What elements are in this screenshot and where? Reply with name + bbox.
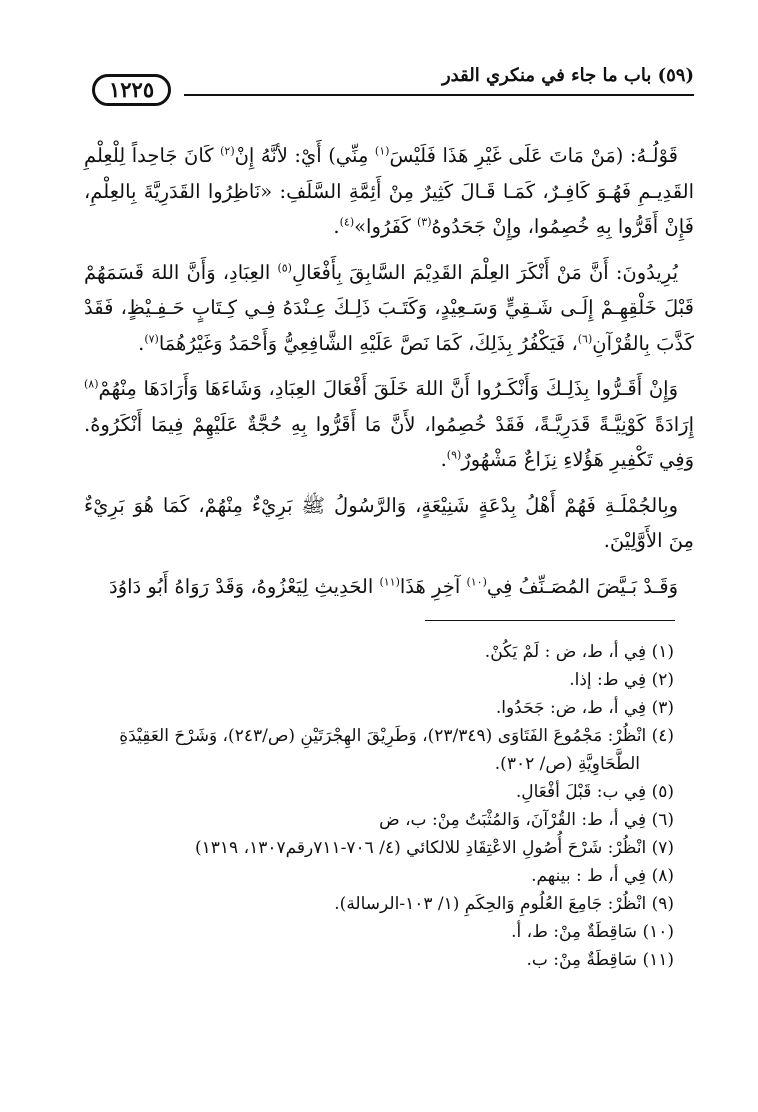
text-run: كَانَ جَاحِداً لِلْعِلْمِ القَدِيـمِ فَهُـوَ كَافِـرٌ، كَمَـا قَـالَ كَثِيرٌ مِنْ أَئِمَّةِ السَّلَفِ: «نَاظِرُوا القَدَرِيَّةَ بِالعِلْمِ، فَإِنْ أَقَرُّوا بِهِ خُصِمُوا، وإِنْ جَحَدُوهُ [84, 144, 694, 238]
text-run: العِبَادِ، وَأَنَّ اللهَ قَسَمَهُمْ قَبْلَ خَلْقِهِـمْ إِلَـى شَـقِيٍّ وَسَـعِيْدٍ، وَكَتَـبَ ذَلِـكَ عِـنْدَهُ فِـي كِـتَابٍ حَـفِـيْظٍ، فَقَدْ كَذَّبَ بِالقُرْآنِ [84, 260, 694, 355]
text-run: . [138, 331, 145, 355]
footnote-marker: (٦) [577, 332, 593, 345]
footnote-marker: (١١) [379, 575, 400, 588]
text-run: وَقَـدْ بَـيَّضَ المُصَـنِّفُ فِي [486, 574, 678, 598]
footnote-marker: (٣) [417, 215, 432, 229]
text-run: الحَدِيثِ لِيَعْزُوهُ، وَقَدْ رَوَاهُ أَبُو دَاوُدَ [109, 574, 380, 598]
text-run: قَوْلُـهُ: (مَنْ مَاتَ عَلَى غَيْرِ هَذَا فَلَيْسَ [389, 144, 678, 167]
footnote-marker: (٢) [220, 144, 235, 158]
header-rule [184, 94, 694, 96]
text-run: آخِرِ هَذَا [399, 574, 467, 598]
footnote-5: (٥) فِي ب: قَبْلَ أفْعَالِ. [515, 782, 674, 802]
text-run: إِرَادَةً كَوْنِيَّـةً قَدَرِيَّـةً، فَقَدْ خُصِمُوا، لأَنَّ مَا أَقَرُّوا بِهِ حُجَّةٌ عَلَيْهِمْ فِيمَا أَنْكَرُوهُ. وَفِي تَكْفِيرِ هَؤُلاءِ نِزَاعٌ مَشْهُورٌ [84, 412, 694, 471]
text-run: مِنِّي) أَيْ: لأنَّهُ إِنْ [234, 144, 375, 167]
chapter-title: (٥٩) باب ما جاء في منكري القدر [441, 65, 694, 86]
footnote-7: (٧) انْظُرْ: شَرْحَ أُصُولِ الاعْتِقَادِ للالكائي (٤/ ٧٠٦-٧١١رقم١٣٠٧، ١٣١٩) [195, 838, 674, 858]
text-run: ، فَيَكْفُرُ بِذَلِكَ، كَمَا نَصَّ عَلَيْهِ الشَّافِعِيُّ وَأَحْمَدُ وَغَيْرُهُمَا [158, 331, 578, 355]
paragraph-1 [84, 138, 694, 245]
footnote-marker: (١) [374, 144, 390, 158]
text-run: وَإِنْ أَقَـرُّوا بِذَلِـكَ وَأَنْكَـرُوا أَنَّ اللهَ خَلَقَ أَفْعَالَ العِبَادِ، وَشَاءَهَا وَأَرَادَهَا مِنْهُمْ [98, 377, 678, 400]
text-run: يُرِيدُونَ: أَنَّ مَنْ أَنْكَرَ العِلْمَ القَدِيْمَ السَّابِقَ بِأَفْعَالِ [291, 260, 678, 284]
footnote-marker: (٤) [339, 215, 355, 229]
footnote-separator [425, 620, 675, 621]
footnote-11: (١١) سَاقِطَةٌ مِنْ: ب. [526, 950, 674, 970]
text-run: . [333, 215, 340, 238]
footnote-10: (١٠) سَاقِطَةٌ مِنْ: ط، أ. [511, 922, 674, 942]
footnote-marker: (٩) [446, 448, 462, 462]
main-text [84, 138, 694, 614]
footnote-marker: (٨) [84, 377, 99, 391]
footnote-marker: (٥) [277, 261, 292, 274]
footnote-marker: (٧) [144, 332, 159, 345]
footnote-marker: (١٠) [466, 575, 487, 588]
paragraph-4: وبِالجُمْلَـةِ فَهُمْ أَهْلُ بِدْعَةٍ شَنِيْعَةٍ، وَالرَّسُولُ ﷺ بَرِيْءٌ مِنْهُمْ، كَمَا هُوَ بَرِيْءٌ مِنَ الأَوَّلِيْنَ. [84, 493, 694, 552]
footnote-3: (٣) فِي أ، ط، ض: جَحَدُوا. [495, 698, 674, 718]
footnote-6: (٦) فِي أ، ط: القُرْآنَ، وَالمُثْبَتُ مِنْ: ب، ض [379, 810, 674, 830]
footnote-2: (٢) فِي ط: إذا. [569, 670, 674, 690]
footnote-8: (٨) فِي أ، ط : بينهم. [531, 866, 674, 886]
paragraph-2 [84, 255, 694, 362]
page-header [92, 62, 694, 102]
page-number: ١٢٢٥ [92, 74, 171, 106]
paragraph-5 [84, 569, 694, 605]
text-run: كَفَرُوا» [354, 215, 417, 238]
paragraph-3 [84, 371, 694, 478]
footnotes [94, 638, 674, 974]
footnote-4: (٤) انْظُرْ: مَجْمُوعَ الفَتَاوَى (٢٣/٣٤٩)، وَطَرِيْقَ الهِجْرَتَيْنِ (ص/٢٤٣)، وَشَرْحَ العَقِيْدَةِ الطَّحَاوِيَّةِ (ص/ ٣٠٢). [119, 726, 674, 774]
text-run: . [440, 448, 447, 471]
footnote-9: (٩) انْظُرْ: جَامِعَ العُلُومِ وَالحِكَمِ (١/ ١٠٣-الرسالة). [334, 894, 674, 914]
footnote-1: (١) فِي أ، ط، ض : لَمْ يَكُنْ. [484, 642, 674, 662]
